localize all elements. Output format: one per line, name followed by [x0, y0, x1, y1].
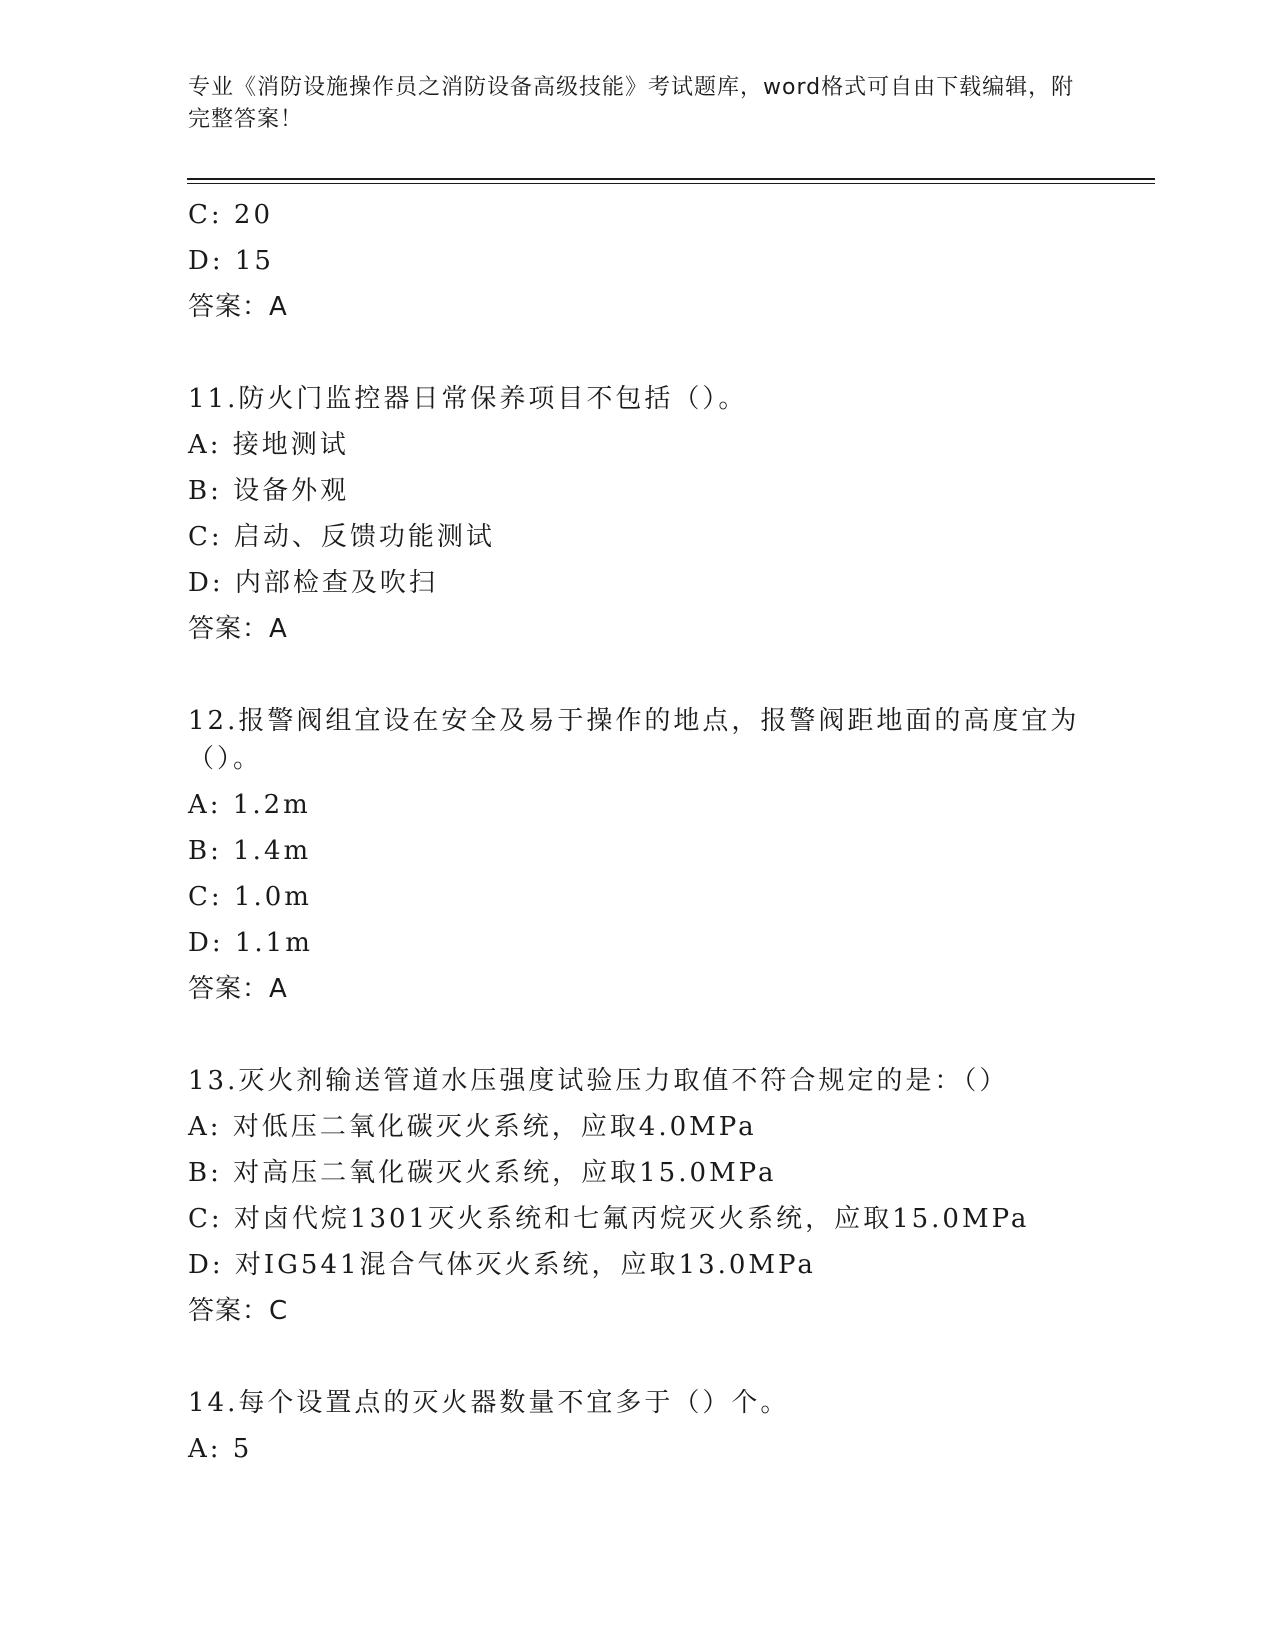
option-a: A: 5	[188, 1434, 253, 1464]
question-stem: 12.报警阀组宜设在安全及易于操作的地点，报警阀距地面的高度宜为（）。	[188, 706, 1080, 774]
answer-label: 答案：C	[188, 1296, 289, 1326]
header-rule-thick	[187, 178, 1155, 180]
option-d: D: 对IG541混合气体灭火系统，应取13.0MPa	[188, 1250, 816, 1280]
option-a: A: 对低压二氧化碳灭火系统，应取4.0MPa	[188, 1112, 757, 1142]
option-d: D: 15	[188, 246, 274, 276]
option-b: B: 对高压二氧化碳灭火系统，应取15.0MPa	[188, 1158, 777, 1188]
question-stem: 11.防火门监控器日常保养项目不包括（）。	[188, 384, 748, 414]
option-d: D: 内部检查及吹扫	[188, 568, 438, 598]
answer-label: 答案：A	[188, 292, 288, 322]
option-c: C: 20	[188, 200, 274, 230]
option-b: B: 设备外观	[188, 476, 350, 506]
document-header: 专业《消防设施操作员之消防设备高级技能》考试题库，word格式可自由下载编辑，附完整答案！	[188, 75, 1075, 132]
option-a: A: 1.2m	[188, 790, 311, 820]
header-rule-thin	[187, 183, 1155, 184]
question-content	[188, 192, 1088, 1472]
question-stem: 14.每个设置点的灭火器数量不宜多于（）个。	[188, 1388, 790, 1418]
option-b: B: 1.4m	[188, 836, 312, 866]
question-stem: 13.灭火剂输送管道水压强度试验压力取值不符合规定的是：（）	[188, 1066, 1009, 1096]
answer-label: 答案：A	[188, 974, 288, 1004]
option-a: A: 接地测试	[188, 430, 349, 460]
answer-label: 答案：A	[188, 614, 288, 644]
option-c: C: 启动、反馈功能测试	[188, 522, 495, 552]
option-c: C: 对卤代烷1301灭火系统和七氟丙烷灭火系统，应取15.0MPa	[188, 1204, 1030, 1234]
option-c: C: 1.0m	[188, 882, 312, 912]
option-d: D: 1.1m	[188, 928, 313, 958]
